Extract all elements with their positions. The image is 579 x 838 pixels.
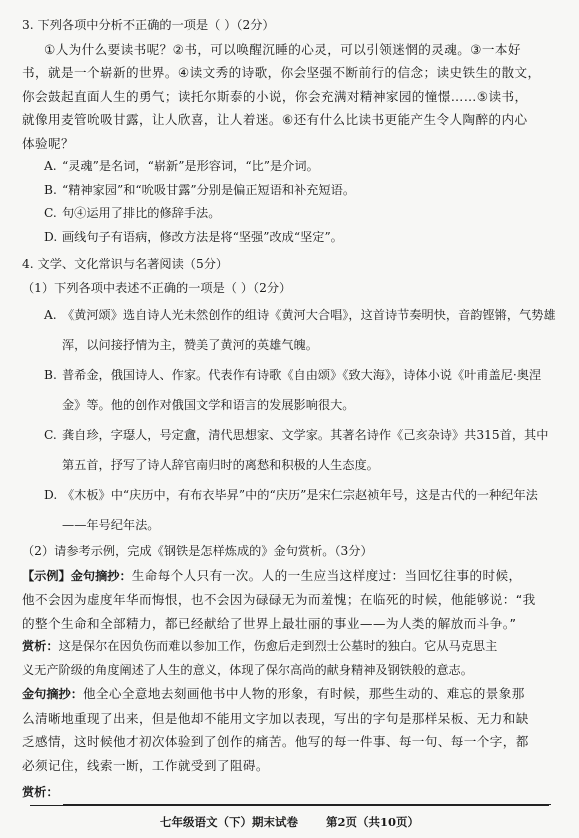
example-label: 【示例】金句摘抄： [22, 568, 132, 583]
example-quote-line: 生命每个人只有一次。人的一生应当这样度过：当回忆往事的时候， [131, 567, 522, 583]
passage-line: 你会鼓起直面人生的勇气；读托尔斯泰的小说，你会充满对精神家园的憧憬……⑤读书， [22, 88, 528, 104]
q4-sub1: （1）下列各项中表述不正确的一项是（ ）（2分） [22, 280, 292, 295]
q4-sub2: （2）请参考示例，完成《钢铁是怎样炼成的》金句赏析。（3分） [22, 544, 373, 558]
example-block [22, 564, 557, 805]
example-quote-line: 的整个生命和全部精力，都已经献给了世界上最壮丽的事业——为人类的解放而斗争。” [22, 615, 517, 631]
option-a: A. 《黄河颂》选自诗人光未然创作的组诗《黄河大合唱》，这首诗节奏明快，音韵铿锵，气势雄浑，以问接抒情为主，赞美了黄河的英雄气魄。 [44, 308, 556, 352]
q3-title: 3. 下列各项中分析不正确的一项是（ ）（2分） [22, 18, 275, 32]
appreciation-label: 赏析： [22, 639, 59, 653]
option-d: D. 《木板》中“庆历中，有布衣毕昇”中的“庆历”是宋仁宗赵祯年号，这是古代的一种纪年法——年号纪年法。 [44, 488, 538, 532]
quote2-line: 他全心全意地去刻画他书中人物的形象，有时候，那些生动的、难忘的景象那 [82, 686, 525, 701]
quote2-line: 乏感情，这时候他才初次体验到了创作的痛苦。他写的每一件事、每一句、每一个字，都 [22, 734, 529, 749]
option-c: C. 龚自珍，字璱人，号定盦，清代思想家、文学家。其著名诗作《己亥杂诗》共315首，其中第五首，抒写了诗人辞官南归时的离愁和积极的人生态度。 [44, 428, 549, 472]
option-b: B. “精神家园”和“吮吸甘露”分别是偏正短语和补充短语。 [44, 182, 356, 197]
answer-field[interactable] [63, 790, 551, 805]
option-b: B. 普希金，俄国诗人、作家。代表作有诗歌《自由颂》《致大海》，诗体小说《叶甫盖尼·奥涅金》等。他的创作对俄国文学和语言的发展影响很大。 [44, 368, 542, 412]
answer-label: 赏析： [22, 785, 59, 799]
option-d: D. 画线句子有语病，修改方法是将“坚强”改成“坚定”。 [44, 229, 343, 244]
option-d-block [22, 480, 557, 540]
quote2-line: 么清晰地重现了出来，但是他却不能用文字加以表现，写出的字句是那样呆板、无力和缺 [22, 710, 529, 726]
page-footer [30, 805, 549, 830]
example-quote-line: 他不会因为虚度年华而悔恨，也不会因为碌碌无为而羞愧；在临死的时候，他能够说：“我 [22, 592, 536, 607]
appreciation-line: 这是保尔在因负伤而难以参加工作，伤愈后走到烈士公墓时的独白。它从马克思主 [58, 639, 498, 653]
q4-title: 4. 文学、文化常识与名著阅读（5分） [22, 257, 229, 271]
q4-options [22, 300, 557, 480]
page-number: 第2页（共10页） [326, 815, 420, 829]
exam-title: 七年级语文（下）期末试卷 [159, 815, 298, 829]
appreciation-line: 义无产阶级的角度阐述了人生的意义，体现了保尔高尚的献身精神及钢铁般的意志。 [22, 662, 473, 677]
quote2-line: 必须记住，线索一断，工作就受到了阻碍。 [22, 757, 269, 773]
q3-options [22, 155, 557, 249]
passage-line: 体验呢？ [22, 135, 74, 151]
passage-line: ①人为什么要读书呢？②书，可以唤醒沉睡的心灵，可以引领迷惘的灵魂。③一本好 [44, 41, 521, 57]
quote2-label: 金句摘抄： [22, 687, 83, 701]
q3-passage [22, 38, 557, 156]
passage-line: 书，就是一个崭新的世界。④读文秀的诗歌，你会坚强不断前行的信念；读史铁生的散文， [22, 65, 541, 80]
option-c: C. 句④运用了排比的修辞手法。 [44, 206, 221, 220]
option-a: A. “灵魂”是名词，“崭新”是形容词，“比”是介词。 [44, 159, 319, 173]
passage-line: 就像用麦管吮吸甘露，让人欣喜，让人着迷。⑥还有什么比读书更能产生令人陶醉的内心 [22, 112, 528, 127]
